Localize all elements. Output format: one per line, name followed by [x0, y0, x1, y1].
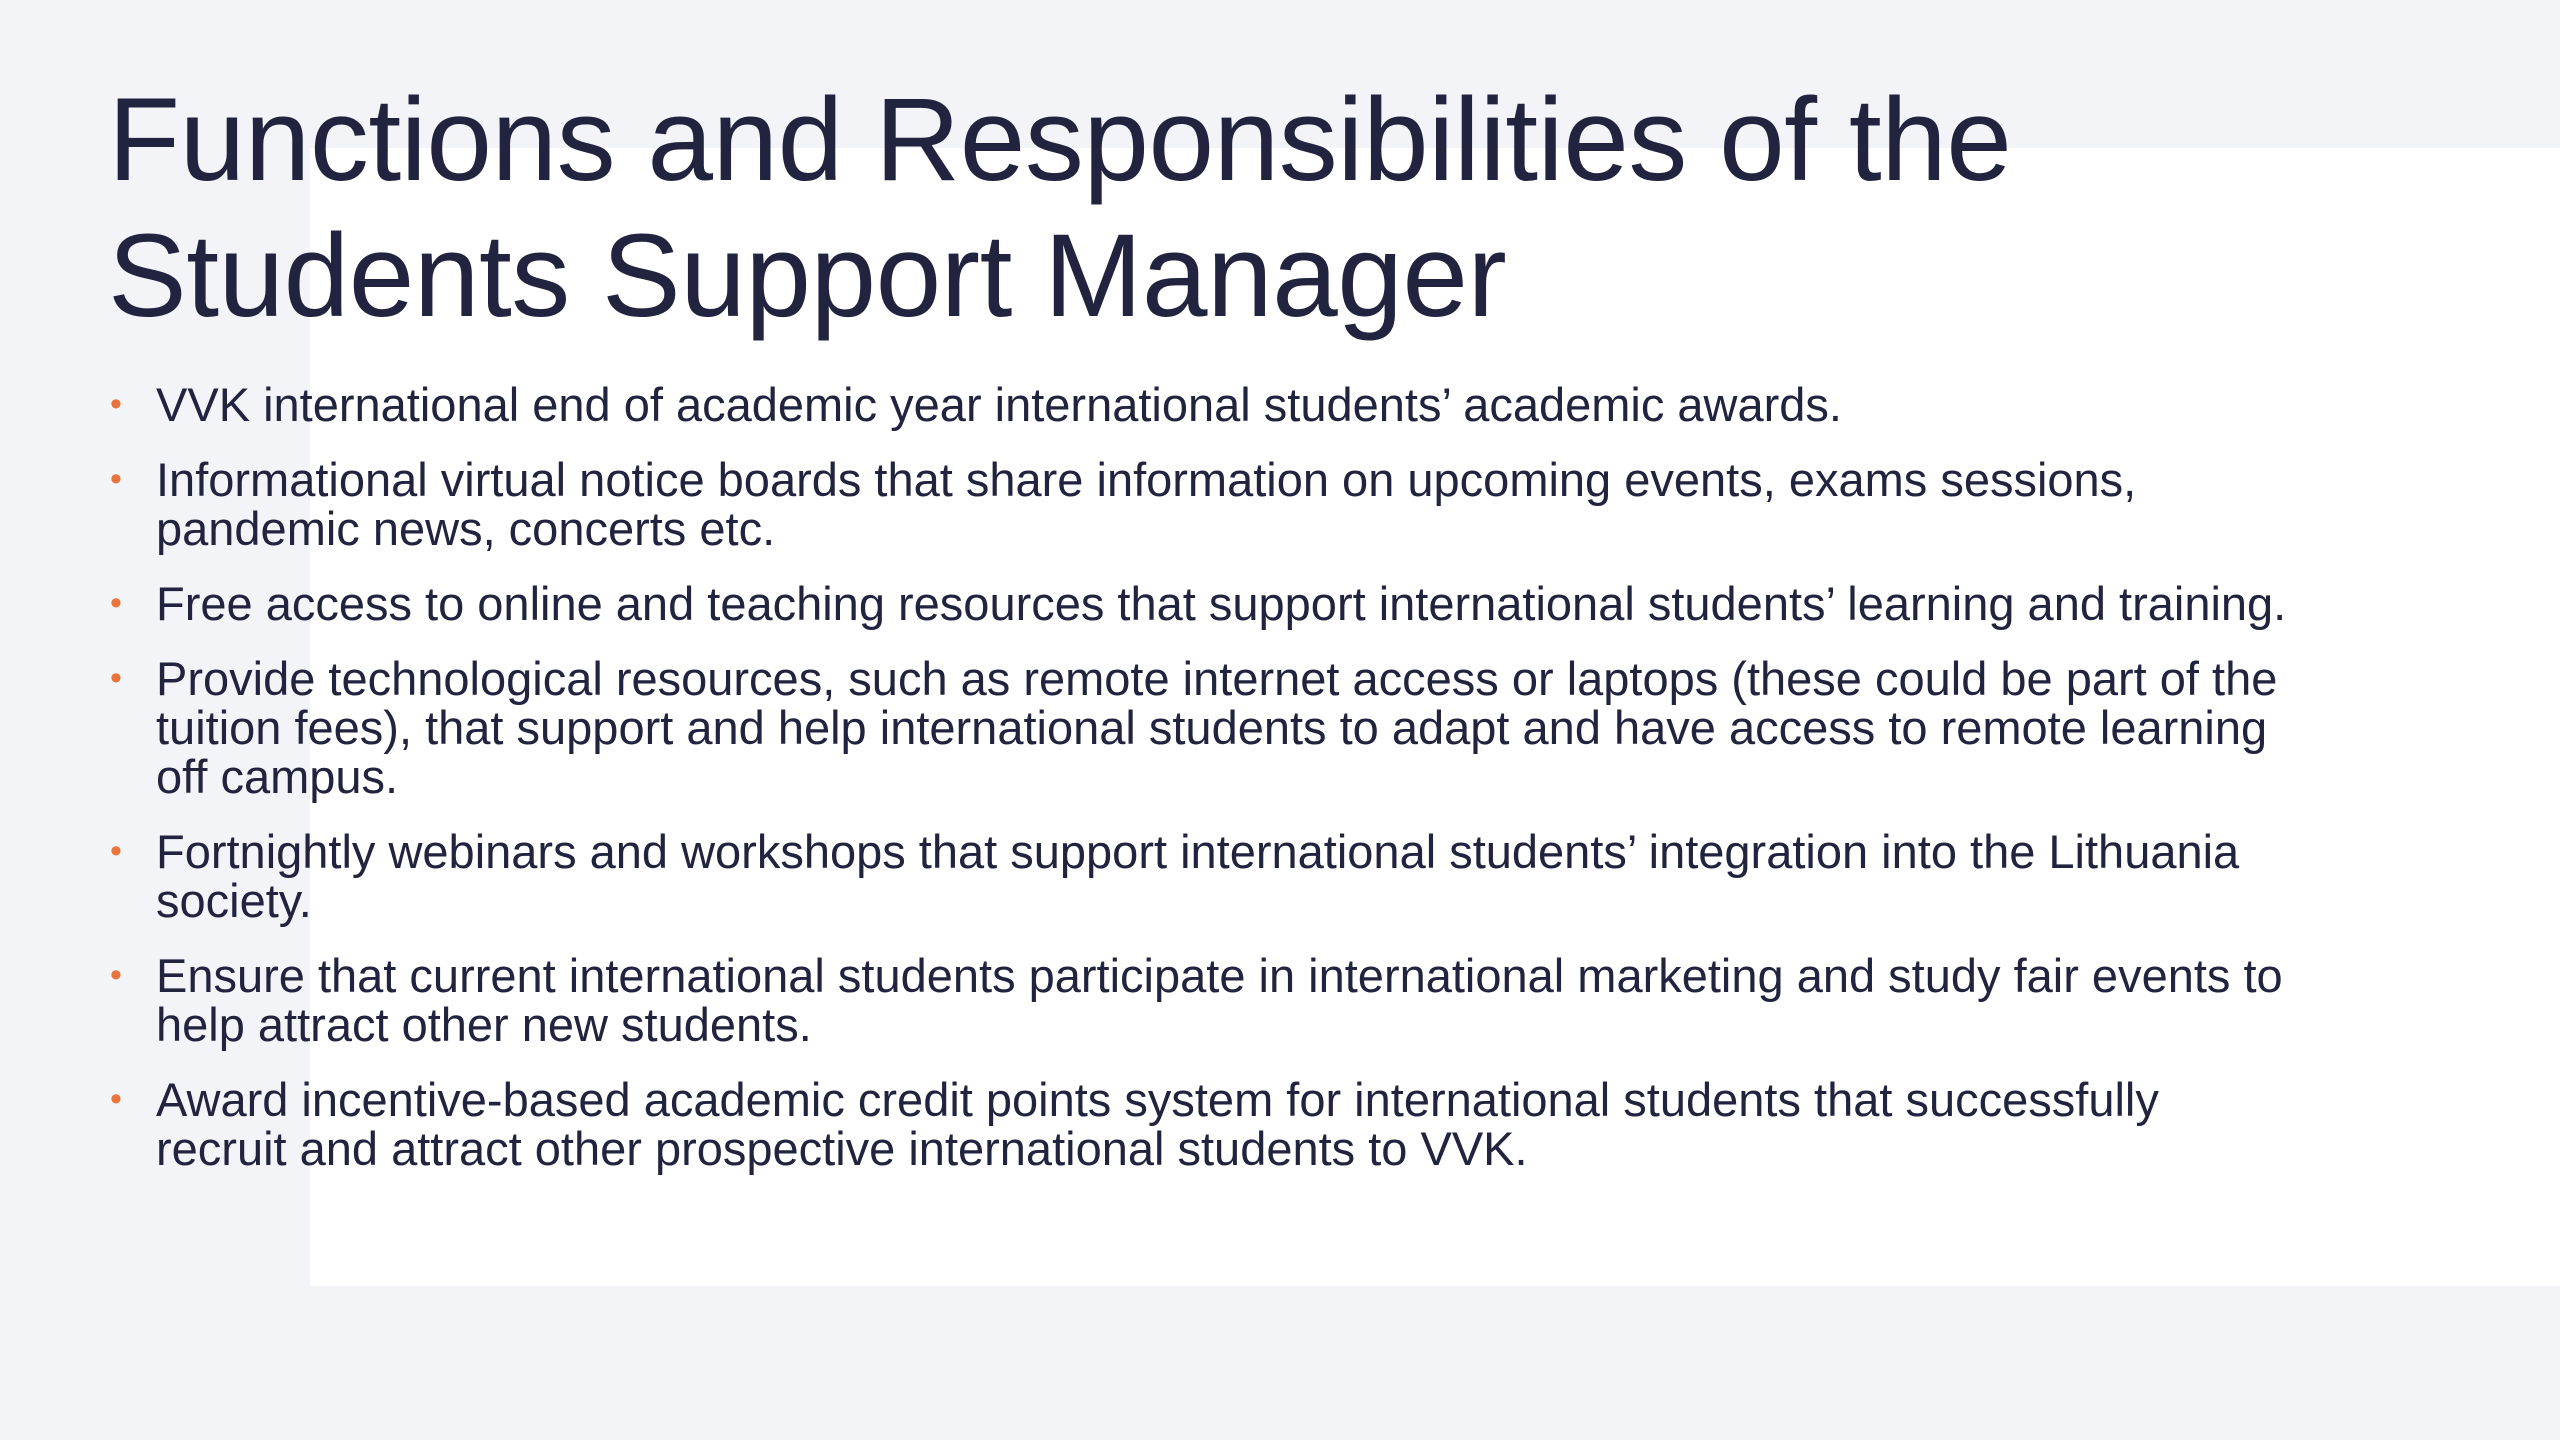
bullet-dot-icon: • [110, 1080, 122, 1118]
bullet-item-marketing-events [108, 951, 2298, 1049]
bullet-item-awards [108, 380, 2298, 429]
bullet-text: Award incentive-based academic credit points system for international students that successfully recruit and attract other prospective international students to VVK. [156, 1073, 2159, 1175]
bullet-dot-icon: • [110, 956, 122, 994]
bullet-item-notice-boards [108, 455, 2298, 553]
bullet-text: Provide technological resources, such as remote internet access or laptops (these could be part of the tuition fees), that support and help international students to adapt and have access to remote learning off campus. [156, 652, 2278, 803]
bullet-dot-icon: • [110, 659, 122, 697]
bullet-text: Fortnightly webinars and workshops that support international students’ integration into the Lithuania society. [156, 825, 2240, 927]
bullet-item-technological-resources [108, 654, 2298, 801]
bullet-item-credit-points [108, 1075, 2298, 1173]
bullet-dot-icon: • [110, 584, 122, 622]
bullet-item-online-resources [108, 579, 2298, 628]
bullet-text: Ensure that current international students participate in international marketing and study fair events to help attract other new students. [156, 949, 2283, 1051]
bullet-dot-icon: • [110, 385, 122, 423]
bullet-dot-icon: • [110, 832, 122, 870]
bullet-list [108, 380, 2298, 1199]
bullet-item-webinars [108, 827, 2298, 925]
bullet-text: VVK international end of academic year international students’ academic awards. [156, 378, 1842, 431]
bullet-text: Free access to online and teaching resources that support international students’ learning and training. [156, 577, 2287, 630]
slide-title: Functions and Responsibilities of the Students Support Manager [108, 74, 2012, 342]
bullet-dot-icon: • [110, 460, 122, 498]
bullet-text: Informational virtual notice boards that share information on upcoming events, exams sessions, pandemic news, concerts etc. [156, 453, 2137, 555]
